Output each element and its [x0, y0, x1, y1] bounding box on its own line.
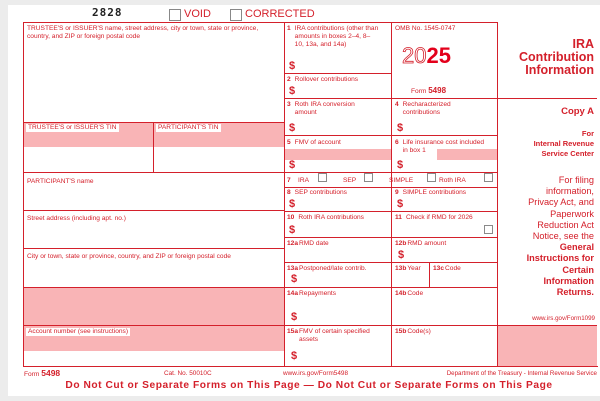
- line-city-top: [23, 248, 284, 249]
- omb-number: OMB No. 1545-0747: [395, 25, 456, 32]
- box13c-label: [433, 265, 461, 273]
- line-box2-top: [284, 73, 391, 74]
- box15a-number: 15a: [287, 328, 299, 335]
- box3-dollar: $: [289, 122, 296, 134]
- box15a-dollar: $: [291, 350, 298, 362]
- box12b-label: [395, 240, 446, 248]
- box9-dollar: $: [397, 198, 404, 210]
- copy-for: For: [581, 129, 594, 138]
- frame-top: [23, 22, 498, 23]
- irs-url-link[interactable]: www.irs.gov/Form1099: [532, 315, 595, 322]
- box5-label: [287, 139, 341, 147]
- footer-form-number: 5498: [41, 368, 61, 378]
- form-title-line-1: IRA: [572, 37, 594, 51]
- box12b-number: 12b: [395, 240, 407, 247]
- box4-input[interactable]: [406, 120, 494, 134]
- box12b-dollar: $: [398, 249, 405, 261]
- line-street-top: [23, 210, 284, 211]
- box11-text: Check if RMD for 2026: [405, 214, 473, 221]
- trustee-name-label: TRUSTEE'S or ISSUER'S name, street address, city or town, state or province, country, and ZIP or foreign postal code: [27, 25, 259, 41]
- box9-text: SIMPLE contributions: [402, 189, 467, 196]
- box1-input[interactable]: [298, 58, 388, 72]
- box13c-number: 13c: [433, 265, 445, 272]
- filing-line-6: Notice, see the: [532, 231, 594, 242]
- box4-text: Recharacterized contributions: [402, 101, 451, 117]
- col-divider-2: [391, 22, 392, 366]
- street-address-label: Street address (including apt. no.): [27, 215, 126, 222]
- box5-input[interactable]: [298, 158, 388, 171]
- box15a-input[interactable]: [300, 349, 388, 364]
- box5-dollar: $: [289, 159, 296, 171]
- box13b-input[interactable]: [394, 274, 427, 286]
- box7-roth-checkbox[interactable]: [484, 173, 493, 182]
- box15b-text: Code(s): [407, 328, 431, 335]
- line-box3-top: [284, 98, 391, 99]
- row-3-top-right: [391, 98, 597, 99]
- box15b-label: [395, 328, 431, 336]
- street-address-input[interactable]: [26, 226, 282, 246]
- box1-text: IRA contributions (other than amounts in boxes 2–4, 8–10, 13a, and 14a): [294, 25, 379, 49]
- box15b-number: 15b: [395, 328, 407, 335]
- bold-line-4: Information: [543, 275, 594, 286]
- box2-number: 2: [287, 76, 291, 83]
- box12b-input[interactable]: [406, 249, 494, 261]
- participant-name-input[interactable]: [26, 188, 282, 208]
- box3-label: [287, 101, 389, 117]
- line-box13-top: [284, 262, 497, 263]
- box1-number: 1: [287, 25, 291, 32]
- frame-left: [23, 22, 24, 366]
- box2-dollar: $: [289, 85, 296, 97]
- box15a-label: [287, 328, 389, 344]
- box15b-input[interactable]: [394, 338, 494, 364]
- box1-label: [287, 25, 389, 50]
- box3-number: 3: [287, 101, 291, 108]
- box13b-number: 13b: [395, 265, 407, 272]
- box7-sep-label: SEP: [343, 177, 357, 184]
- box12a-number: 12a: [287, 240, 299, 247]
- box11-rmd-checkbox[interactable]: [484, 225, 493, 234]
- line-box10-top: [284, 211, 497, 212]
- box8-number: 8: [287, 189, 291, 196]
- tax-year: [402, 43, 451, 69]
- box8-label: [287, 189, 347, 197]
- line-box14-top: [284, 287, 497, 288]
- corrected-label: CORRECTED: [245, 8, 315, 20]
- box14a-text: Repayments: [299, 290, 337, 297]
- box4-label: [395, 101, 495, 117]
- copy-a: Copy A: [561, 106, 594, 117]
- line-box5-top: [284, 135, 497, 136]
- box6-text: Life insurance cost included in box 1: [402, 139, 485, 155]
- box2-label: [287, 76, 358, 84]
- box6-label: [395, 139, 497, 155]
- box13a-input[interactable]: [300, 273, 388, 286]
- box1-dollar: $: [289, 60, 296, 72]
- city-input[interactable]: [26, 264, 282, 285]
- void-label: VOID: [184, 8, 211, 20]
- box13a-label: [287, 265, 366, 273]
- bold-line-3: Certain: [562, 264, 594, 275]
- box14b-text: Code: [407, 290, 424, 297]
- box11-number: 11: [395, 214, 402, 221]
- form-url-link[interactable]: www.irs.gov/Form5498: [283, 370, 348, 377]
- box5-text: FMV of account: [294, 139, 341, 146]
- account-number-label: Account number (see instructions): [28, 328, 129, 335]
- account-number-input[interactable]: [26, 351, 282, 365]
- tin-divider: [153, 122, 154, 172]
- omb-right-border: [497, 22, 498, 98]
- trustee-tin-label: TRUSTEE'S or ISSUER'S TIN: [28, 124, 117, 131]
- box10-text: Roth IRA contributions: [298, 214, 364, 221]
- box10-input[interactable]: [298, 222, 388, 236]
- irs-center-line-1: Internal Revenue: [533, 139, 594, 148]
- box12a-label: [287, 240, 329, 248]
- box6-input[interactable]: [406, 158, 494, 171]
- box14a-dollar: $: [291, 311, 298, 323]
- box3-text: Roth IRA conversion amount: [294, 101, 355, 117]
- filing-line-5: Reduction Act: [537, 219, 594, 230]
- participant-name-label: PARTICIPANT'S name: [27, 178, 94, 185]
- box8-text: SEP contributions: [294, 189, 347, 196]
- box9-input[interactable]: [406, 197, 494, 210]
- trustee-tin-input[interactable]: [26, 148, 151, 170]
- line-blank-top: [23, 287, 284, 288]
- trustee-name-input[interactable]: [26, 44, 282, 120]
- box7-sep-checkbox[interactable]: [364, 173, 373, 182]
- tax-year-outline: 20: [402, 43, 427, 68]
- footer-form-prefix: Form: [24, 371, 40, 378]
- box13a-number: 13a: [287, 265, 299, 272]
- box13b-text: Year: [407, 265, 421, 272]
- separation-warning: Do Not Cut or Separate Forms on This Page — Do Not Cut or Separate Forms on This Page: [65, 380, 553, 391]
- box8-input[interactable]: [298, 197, 388, 210]
- box14b-label: [395, 290, 423, 298]
- box15a-text: FMV of certain specified assets: [299, 328, 370, 344]
- box14a-label: [287, 290, 336, 298]
- box6-number: 6: [395, 139, 399, 146]
- department: Department of the Treasury - Internal Revenue Service: [446, 370, 597, 377]
- bold-line-1: General: [559, 242, 594, 253]
- box13a-dollar: $: [291, 273, 298, 285]
- box7-ira-label: IRA: [298, 177, 309, 184]
- filing-notice: [498, 175, 594, 298]
- filing-line-2: information,: [545, 186, 594, 197]
- box13b-divider: [429, 262, 430, 288]
- box7-simple-label: SIMPLE: [389, 177, 414, 184]
- participant-tin-label: PARTICIPANT'S TIN: [158, 124, 219, 131]
- line-box8-top: [284, 187, 497, 188]
- line-box12-top: [284, 237, 497, 238]
- box12a-text: RMD date: [299, 240, 329, 247]
- box3-input[interactable]: [298, 120, 388, 134]
- box2-input[interactable]: [298, 84, 388, 97]
- box5-number: 5: [287, 139, 291, 146]
- box7-roth-label: Roth IRA: [439, 177, 466, 184]
- box12a-input[interactable]: [287, 249, 388, 261]
- box14a-number: 14a: [287, 290, 299, 297]
- box7-simple-checkbox[interactable]: [427, 173, 436, 182]
- catalog-number: Cat. No. 50010C: [164, 370, 212, 377]
- tax-year-bold: 25: [426, 43, 451, 68]
- box11-label: [395, 214, 473, 222]
- right-bottom-shade: [498, 326, 597, 366]
- frame-bottom: [23, 366, 598, 367]
- box13c-input[interactable]: [432, 274, 494, 286]
- bold-line-5: Returns.: [556, 287, 594, 298]
- box9-label: [395, 189, 466, 197]
- box13c-text: Code: [445, 265, 461, 272]
- irs-center-line-2: Service Center: [541, 149, 594, 158]
- box14a-input[interactable]: [300, 310, 388, 324]
- box10-dollar: $: [289, 224, 296, 236]
- line-box15-top: [284, 325, 597, 326]
- blank-row-shade: [24, 288, 284, 325]
- box7-number: 7: [287, 177, 291, 184]
- box8-dollar: $: [289, 198, 296, 210]
- void-checkbox[interactable]: [169, 9, 181, 21]
- filing-line-3: Privacy Act, and: [528, 197, 594, 208]
- box2-text: Rollover contributions: [294, 76, 359, 83]
- city-label: City or town, state or province, country, and ZIP or foreign postal code: [27, 253, 231, 260]
- box9-number: 9: [395, 189, 399, 196]
- filing-line-1: For filing: [558, 175, 594, 185]
- omb-form-prefix: Form: [411, 88, 427, 95]
- box13a-text: Postponed/late contrib.: [299, 265, 367, 272]
- box6-dollar: $: [397, 159, 404, 171]
- form-title-line-3: Information: [525, 63, 594, 77]
- box4-dollar: $: [397, 122, 404, 134]
- omb-form-number: 5498: [428, 86, 447, 95]
- box7-ira-checkbox[interactable]: [318, 173, 327, 182]
- line-box7-top: [284, 172, 497, 173]
- form-title-line-2: Contribution: [519, 50, 594, 64]
- filing-line-4: Paperwork: [550, 208, 594, 219]
- footer-form-id: [24, 368, 60, 378]
- line-name-top: [23, 172, 284, 173]
- omb-form-id: [411, 86, 446, 95]
- box12b-text: RMD amount: [407, 240, 447, 247]
- bold-line-2: Instructions for: [526, 253, 594, 264]
- form-title: [500, 38, 594, 77]
- corrected-checkbox[interactable]: [230, 9, 242, 21]
- form-code: 2828: [92, 6, 123, 19]
- line-account-top: [23, 325, 284, 326]
- box10-number: 10: [287, 214, 295, 221]
- box4-number: 4: [395, 101, 399, 108]
- box10-label: [287, 214, 364, 222]
- box14b-input[interactable]: [394, 300, 494, 324]
- irs-center: [500, 139, 594, 159]
- box13b-label: [395, 265, 421, 273]
- box14b-number: 14b: [395, 290, 407, 297]
- participant-tin-input[interactable]: [156, 148, 282, 170]
